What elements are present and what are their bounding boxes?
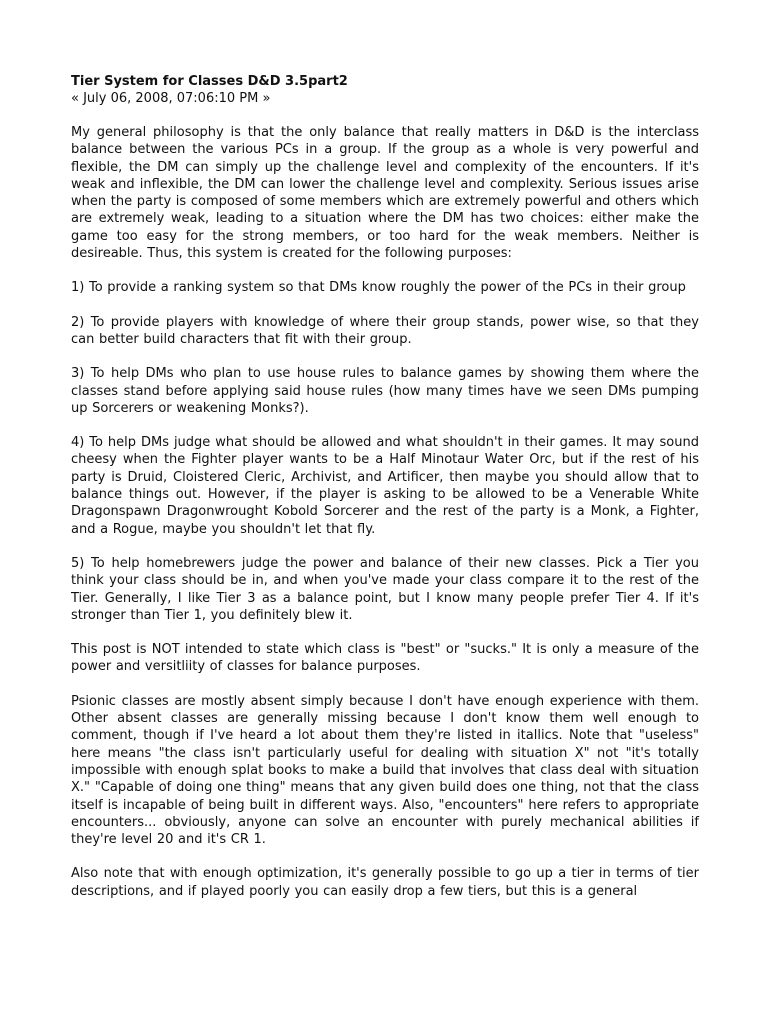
paragraph-purpose-4: 4) To help DMs judge what should be allowed and what shouldn't in their games. It may sound cheesy when the Fighter player wants to be a Half Minotaur Water Orc, but if the rest of his party is Druid, Cloistered Cleric, Archivist, and Artificer, then maybe you should allow that to balance things out. However, if the player is asking to be allowed to be a Venerable White Dragonspawn Dragonwrought Kobold Sorcerer and the rest of the party is a Monk, a Fighter, and a Rogue, maybe you shouldn't let that fly. [71,435,699,537]
paragraph-psionic-note: Psionic classes are mostly absent simply because I don't have enough experience with them. Other absent classes are generally missing because I don't know them well enough to comment, though if I've heard a lot about them they're listed in itallics. Note that "useless" here means "the class isn't particularly useful for dealing with situation X" not "it's totally impossible with enough splat books to make a build that involves that class deal with situation X." "Capable of doing one thing" means that any given build does one thing, not that the class itself is incapable of being built in different ways. Also, "encounters" here refers to appropriate encounters... obviously, anyone can solve an encounter with purely mechanical abilities if they're level 20 and it's CR 1. [71,693,699,848]
paragraph-purpose-2: 2) To provide players with knowledge of where their group stands, power wise, so that they can better build characters that fit with their group. [71,314,699,347]
paragraph-philosophy: My general philosophy is that the only balance that really matters in D&D is the interclass balance between the various PCs in a group. If the group as a whole is very powerful and flexible, the DM can simply up the challenge level and complexity of the encounters. If it's weak and inflexible, the DM can lower the challenge level and complexity. Serious issues arise when the party is composed of some members which are extremely powerful and others which are extremely weak, leading to a situation where the DM has two choices: either make the game too easy for the strong members, or too hard for the weak members. Neither is desireable. Thus, this system is created for the following purposes: [71,125,699,262]
paragraph-disclaimer: This post is NOT intended to state which class is "best" or "sucks." It is only a measure of the power and versitliity of classes for balance purposes. [71,642,699,675]
paragraph-purpose-1: 1) To provide a ranking system so that DMs know roughly the power of the PCs in their group [71,280,686,296]
paragraph-purpose-5: 5) To help homebrewers judge the power and balance of their new classes. Pick a Tier you think your class should be in, and when you've made your class compare it to the rest of the Tier. Generally, I like Tier 3 as a balance point, but I know many people prefer Tier 4. If it's stronger than Tier 1, you definitely blew it. [71,555,699,623]
document-page [71,73,699,917]
paragraph-optimization-note: Also note that with enough optimization, it's generally possible to go up a tier in terms of tier descriptions, and if played poorly you can easily drop a few tiers, but this is a general [71,866,699,899]
post-title: Tier System for Classes D&D 3.5part2 [71,74,348,89]
paragraph-purpose-3: 3) To help DMs who plan to use house rules to balance games by showing them where the classes stand before applying said house rules (how many times have we seen DMs pumping up Sorcerers or weakening Monks?). [71,366,699,416]
post-date: « July 06, 2008, 07:06:10 PM » [71,91,271,106]
